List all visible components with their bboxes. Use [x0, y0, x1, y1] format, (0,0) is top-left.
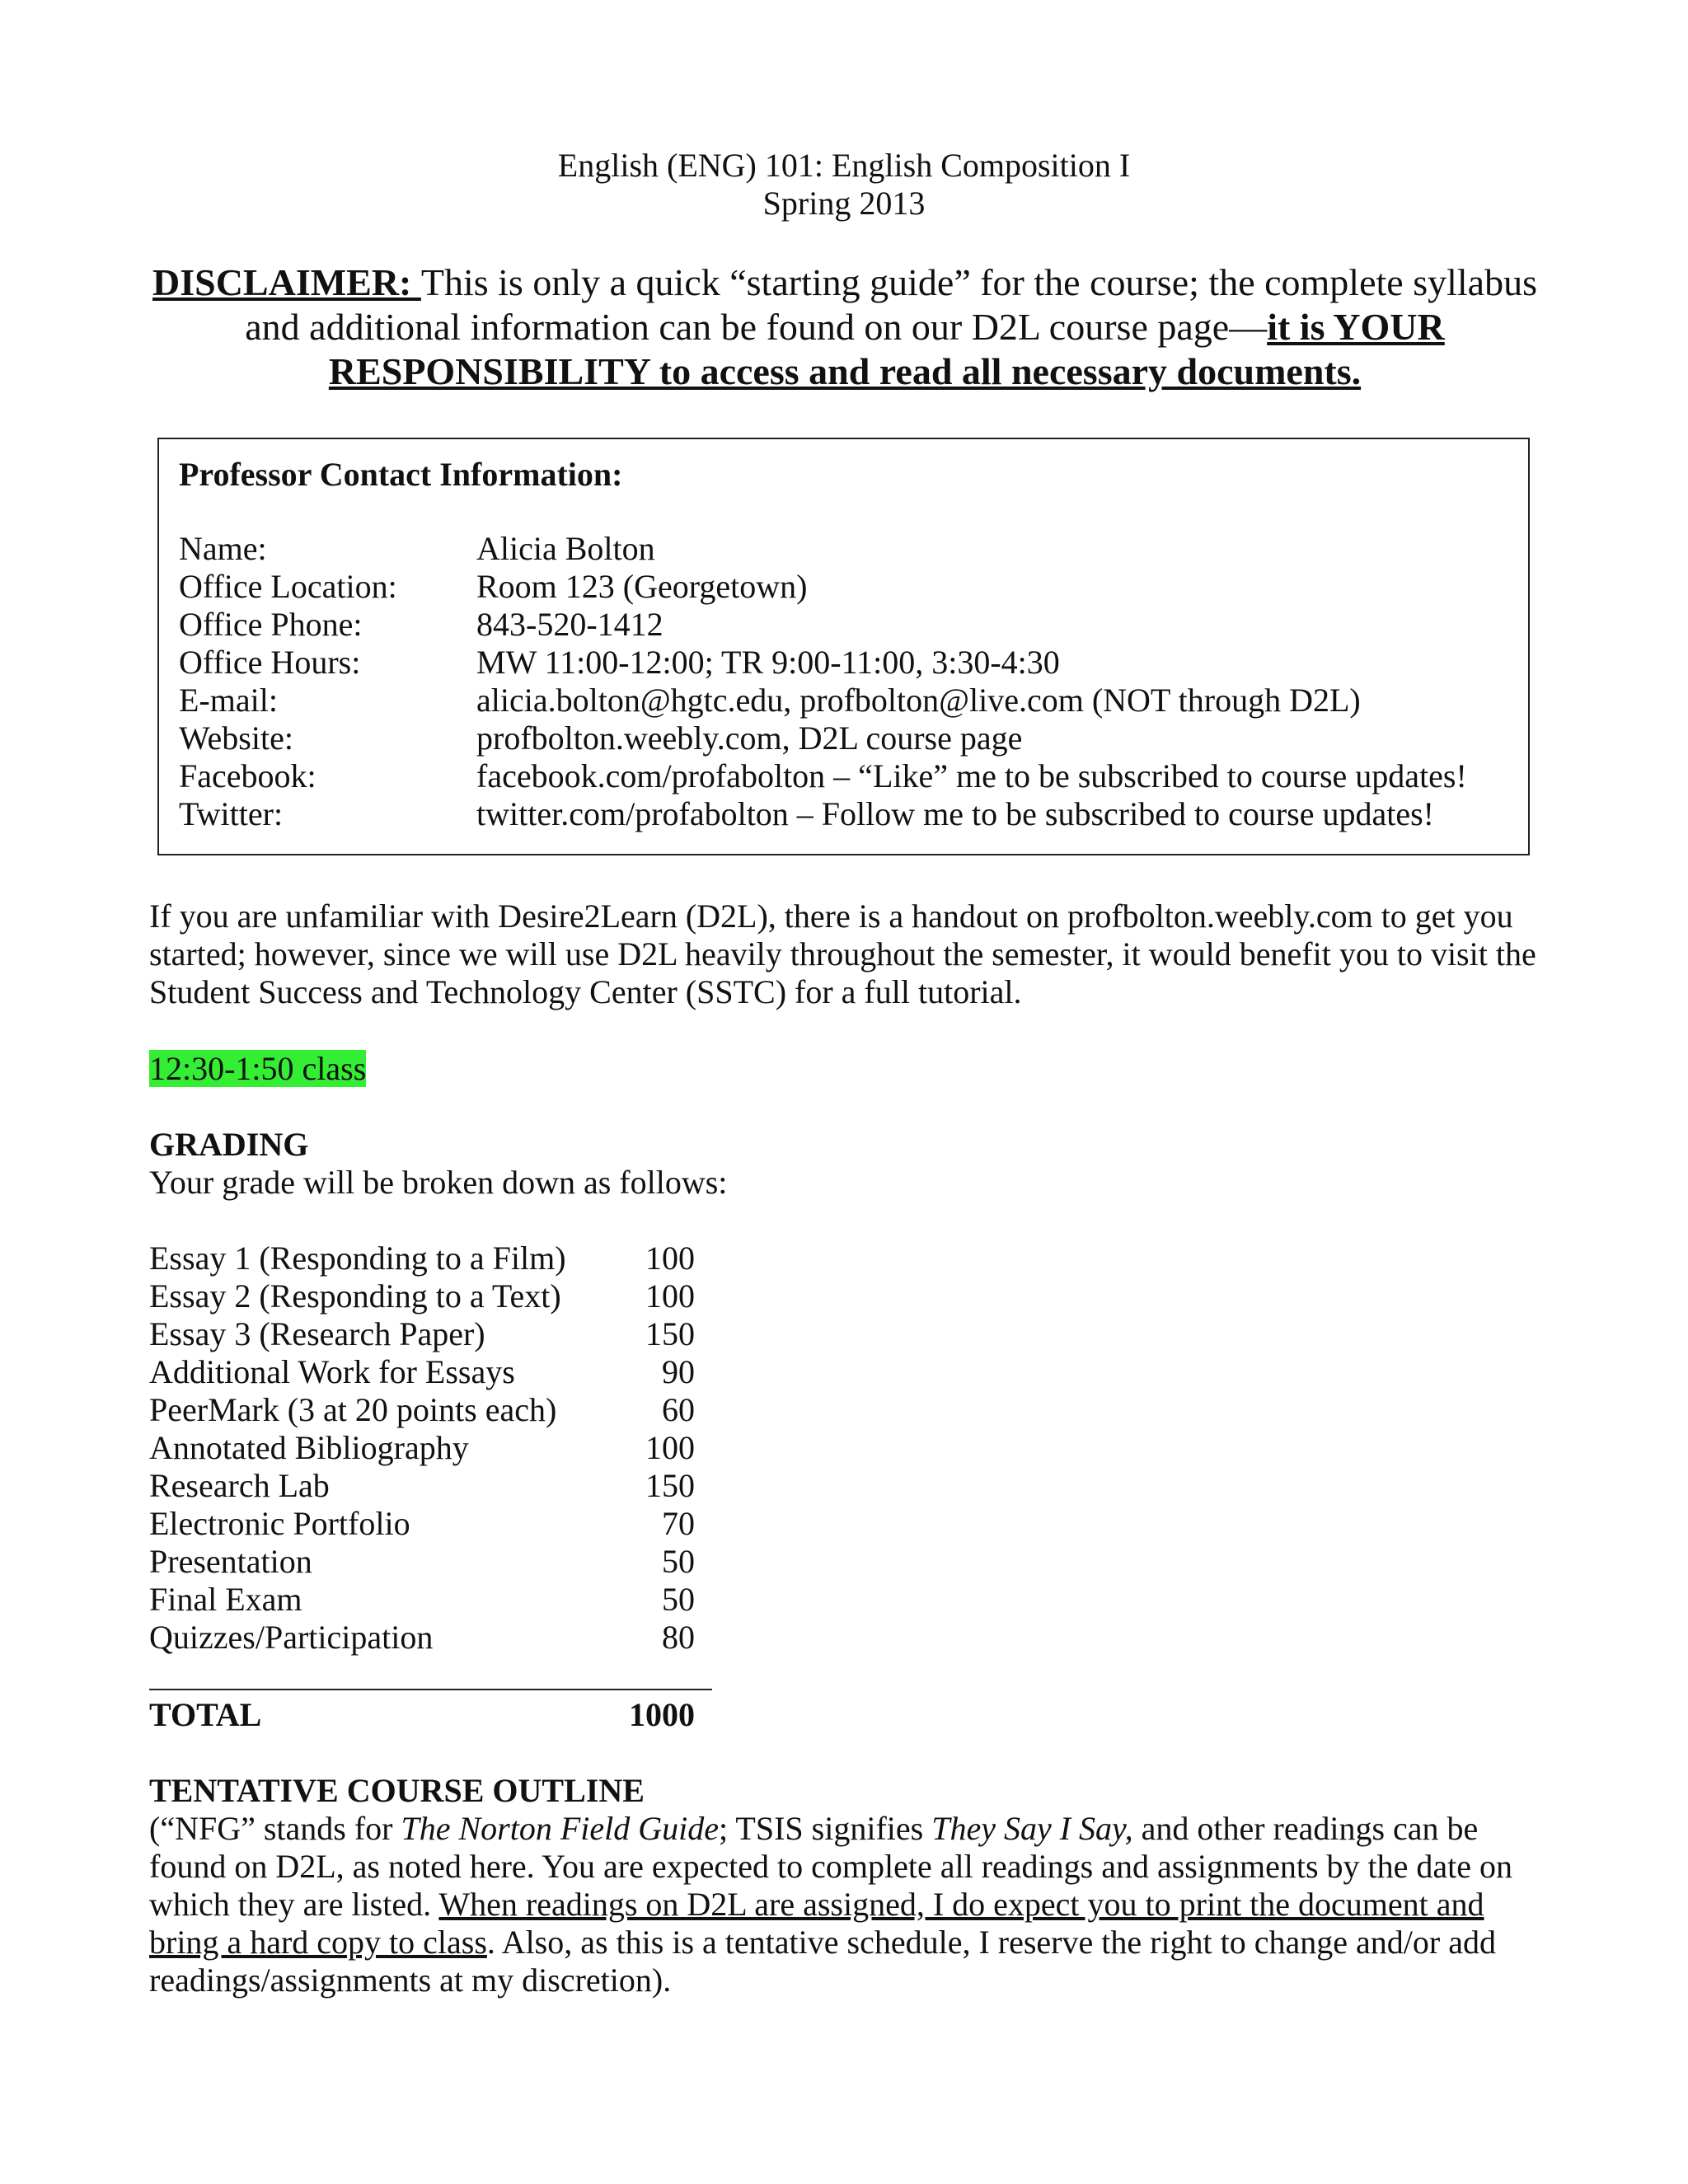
grade-row — [149, 1315, 695, 1353]
outline-heading: TENTATIVE COURSE OUTLINE — [149, 1772, 645, 1809]
grade-row — [149, 1240, 695, 1277]
class-time-text: 12:30-1:50 class — [149, 1050, 367, 1087]
tsis-title: They Say I Say, — [931, 1810, 1133, 1847]
disclaimer-text: This is only a quick “starting guide” for the course; the complete syllabus and additional information can be found on our D2L course page— — [245, 261, 1537, 348]
outline-paragraph — [149, 1810, 1550, 1999]
outline-text-part: and other readings can be found on D2L, as noted here. You are expected to complete all readings and assignments by the date on which they are listed. — [149, 1810, 1513, 1923]
disclaimer-emphasis: it is YOUR RESPONSIBILITY to access and read all necessary documents. — [328, 306, 1445, 392]
grade-points: 80 — [662, 1619, 695, 1656]
contact-value: MW 11:00-12:00; TR 9:00-11:00, 3:30-4:30 — [476, 644, 1060, 681]
grade-item: PeerMark (3 at 20 points each) — [149, 1391, 557, 1428]
contact-value: profbolton.weebly.com, D2L course page — [476, 719, 1023, 757]
grade-item: Essay 3 (Research Paper) — [149, 1315, 485, 1352]
total-label: TOTAL — [149, 1696, 262, 1733]
d2l-intro-paragraph: If you are unfamiliar with Desire2Learn (D2L), there is a handout on profbolton.weebly.com to get you started; however, since we will use D2L heavily throughout the semester, it would benefit you to visit the Student Success and Technology Center (SSTC) for a full tutorial. — [149, 898, 1536, 1010]
grade-row — [149, 1391, 695, 1429]
contact-row-email — [179, 682, 1467, 719]
grade-points: 50 — [662, 1581, 695, 1618]
grade-total-row — [149, 1696, 695, 1734]
grade-item: Quizzes/Participation — [149, 1619, 434, 1656]
contact-label: Website: — [179, 719, 293, 757]
contact-row-facebook — [179, 757, 1467, 795]
contact-row-office-hours — [179, 644, 1467, 682]
contact-value: 843-520-1412 — [476, 606, 663, 643]
grade-points: 60 — [662, 1391, 695, 1428]
grading-heading: GRADING — [149, 1126, 309, 1163]
disclaimer-label: DISCLAIMER: — [152, 261, 421, 303]
total-divider — [149, 1689, 712, 1690]
contact-row-twitter — [179, 795, 1467, 833]
grade-row — [149, 1543, 695, 1581]
contact-title: Professor Contact Information: — [179, 456, 623, 493]
grade-row — [149, 1353, 695, 1391]
grade-item: Presentation — [149, 1543, 312, 1580]
total-points: 1000 — [629, 1696, 695, 1733]
grade-item: Research Lab — [149, 1467, 330, 1504]
grade-row — [149, 1581, 695, 1619]
contact-value: Room 123 (Georgetown) — [476, 568, 808, 605]
grade-row — [149, 1619, 695, 1657]
grade-row — [149, 1429, 695, 1467]
course-term: Spring 2013 — [762, 185, 926, 222]
grade-row — [149, 1277, 695, 1315]
print-requirement: When readings on D2L are assigned, I do expect you to print the document and bring a hard copy to class — [149, 1886, 1484, 1961]
contact-row-office-phone — [179, 606, 1467, 644]
grade-points: 150 — [645, 1467, 695, 1504]
contact-row-website — [179, 719, 1467, 757]
contact-info-box — [157, 438, 1530, 855]
contact-value: facebook.com/profabolton – “Like” me to be subscribed to course updates! — [476, 757, 1467, 794]
grade-item: Electronic Portfolio — [149, 1505, 410, 1542]
document-header — [0, 147, 1688, 223]
grading-intro: Your grade will be broken down as follows: — [149, 1164, 728, 1201]
contact-label: Name: — [179, 530, 267, 567]
nfg-title: The Norton Field Guide — [401, 1810, 720, 1847]
contact-row-office-location — [179, 568, 1467, 606]
grade-row — [149, 1467, 695, 1505]
grade-points: 150 — [645, 1315, 695, 1352]
contact-label: Twitter: — [179, 795, 284, 832]
grade-item: Additional Work for Essays — [149, 1353, 515, 1390]
grade-points: 90 — [662, 1353, 695, 1390]
grade-points: 100 — [645, 1277, 695, 1315]
contact-value: twitter.com/profabolton – Follow me to be subscribed to course updates! — [476, 795, 1434, 832]
contact-label: Office Hours: — [179, 644, 361, 681]
contact-value: Alicia Bolton — [476, 530, 655, 567]
contact-label: Office Location: — [179, 568, 397, 605]
grade-points: 70 — [662, 1505, 695, 1542]
contact-rows — [179, 530, 1467, 833]
contact-row-name — [179, 530, 1467, 568]
contact-value: alicia.bolton@hgtc.edu, profbolton@live.com (NOT through D2L) — [476, 682, 1361, 719]
outline-text-part: (“NFG” stands for — [149, 1810, 401, 1847]
outline-text-part: . Also, as this is a tentative schedule, I reserve the right to change and/or add readings/assignments at my discretion). — [149, 1924, 1496, 1999]
grade-points: 100 — [645, 1429, 695, 1466]
contact-label: E-mail: — [179, 682, 278, 719]
course-title: English (ENG) 101: English Composition I — [557, 147, 1131, 184]
grade-points: 50 — [662, 1543, 695, 1580]
class-time-highlight — [149, 1050, 366, 1088]
grade-item: Annotated Bibliography — [149, 1429, 469, 1466]
disclaimer — [148, 260, 1541, 394]
grade-item: Essay 1 (Responding to a Film) — [149, 1240, 566, 1277]
grade-points: 100 — [645, 1240, 695, 1277]
contact-label: Office Phone: — [179, 606, 363, 643]
grade-item: Essay 2 (Responding to a Text) — [149, 1277, 561, 1315]
grade-list — [149, 1240, 695, 1657]
grade-item: Final Exam — [149, 1581, 302, 1618]
outline-text-part: ; TSIS signifies — [719, 1810, 932, 1847]
contact-label: Facebook: — [179, 757, 316, 794]
grade-row — [149, 1505, 695, 1543]
